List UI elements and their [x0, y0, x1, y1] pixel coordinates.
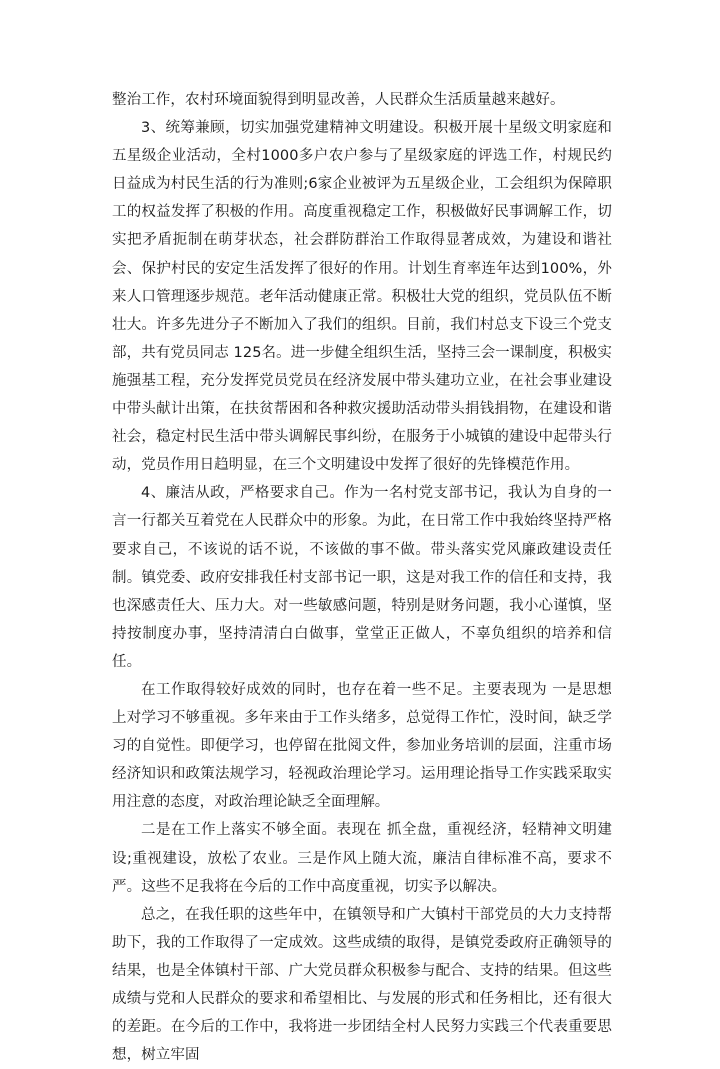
paragraph-2: 3、统筹兼顾，切实加强党建精神文明建设。积极开展十星级文明家庭和五星级企业活动，全村1000多户农户参与了星级家庭的评选工作，村规民约日益成为村民生活的行为准则;6家企业被评为五星级企业，工会组织为保障职工的权益发挥了积极的作用。高度重视稳定工作，积极做好民事调解工作，切实把矛盾扼制在萌芽状态，社会群防群治工作取得显著成效，为建设和谐社会、保护村民的安定生活发挥了很好的作用。计划生育率连年达到100%，外来人口管理逐步规范。老年活动健康正常。积极壮大党的组织，党员队伍不断壮大。许多先进分子不断加入了我们的组织。目前，我们村总支下设三个党支部，共有党员同志 125名。进一步健全组织生活，坚持三会一课制度，积极实施强基工程，充分发挥党员党员在经济发展中带头建功立业，在社会事业建设中带头献计出策，在扶贫帮困和各种救灾援助活动带头捐钱捐物，在建设和谐社会，稳定村民生活中带头调解民事纠纷，在服务于小城镇的建设中起带头行动，党员作用日趋明显，在三个文明建设中发挥了很好的先锋模范作用。	[112, 120, 612, 474]
document-body	[112, 86, 612, 1069]
paragraph-1: 整治工作，农村环境面貌得到明显改善，人民群众生活质量越来越好。	[112, 92, 565, 108]
paragraph-5: 二是在工作上落实不够全面。表现在 抓全盘，重视经济，轻精神文明建设;重视建设，放松了农业。三是作风上随大流，廉洁自律标准不高，要求不严。这些不足我将在今后的工作中高度重视，切实予以解决。	[112, 822, 612, 895]
paragraph-4: 在工作取得较好成效的同时，也存在着一些不足。主要表现为 一是思想上对学习不够重视。多年来由于工作头绪多，总觉得工作忙，没时间，缺乏学习的自觉性。即便学习，也停留在批阅文件，参加业务培训的层面，注重市场经济知识和政策法规学习，轻视政治理论学习。运用理论指导工作实践采取实用注意的态度，对政治理论缺乏全面理解。	[112, 681, 612, 811]
paragraph-3: 4、廉洁从政，严格要求自己。作为一名村党支部书记，我认为自身的一言一行都关互着党在人民群众中的形象。为此，在日常工作中我始终坚持严格要求自己，不该说的话不说，不该做的事不做。带头落实党风廉政建设责任制。镇党委、政府安排我任村支部书记一职，这是对我工作的信任和支持，我也深感责任大、压力大。对一些敏感问题，特别是财务问题，我小心谨慎，坚持按制度办事，坚持清清白白做事，堂堂正正做人，不辜负组织的培养和信任。	[112, 485, 612, 670]
paragraph-6: 总之，在我任职的这些年中，在镇领导和广大镇村干部党员的大力支持帮助下，我的工作取得了一定成效。这些成绩的取得，是镇党委政府正确领导的结果，也是全体镇村干部、广大党员群众积极参与配合、支持的结果。但这些成绩与党和人民群众的要求和希望相比、与发展的形式和任务相比，还有很大的差距。在今后的工作中，我将进一步团结全村人民努力实践三个代表重要思想，树立牢固	[112, 906, 612, 1064]
